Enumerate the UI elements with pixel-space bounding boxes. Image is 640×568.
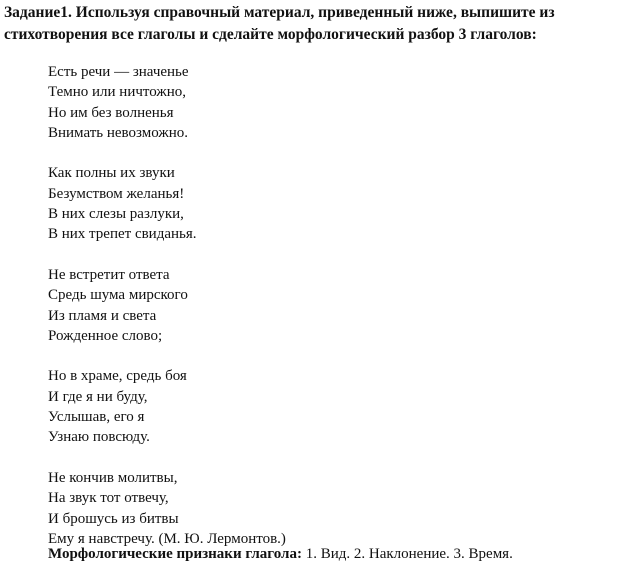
poem-line: Как полны их звуки xyxy=(48,165,175,182)
task-heading xyxy=(4,2,640,46)
poem-stanza-2 xyxy=(48,163,286,244)
poem-line: Из пламя и света xyxy=(48,307,157,324)
poem-line: Но им без волненья xyxy=(48,104,174,121)
verb-features-label: Морфологические признаки глагола: xyxy=(48,546,302,562)
poem-line: Узнаю повсюду. xyxy=(48,429,150,446)
verb-features-list: 1. Вид. 2. Наклонение. 3. Время. xyxy=(301,546,513,562)
poem-line: Темно или ничтожно, xyxy=(48,84,187,101)
poem-line: В них слезы разлуки, xyxy=(48,206,184,223)
poem-line: Внимать невозможно. xyxy=(48,124,189,141)
poem xyxy=(48,62,286,549)
poem-line: Ему я навстречу. (М. Ю. Лермонтов.) xyxy=(48,530,286,547)
task-heading-line-1: Задание1. Используя справочный материал, приведенный ниже, выпишите из xyxy=(4,4,555,21)
poem-line: И где я ни буду, xyxy=(48,388,148,405)
poem-line: Не встретит ответа xyxy=(48,266,170,283)
poem-line: В них трепет свиданья. xyxy=(48,226,197,243)
poem-stanza-1 xyxy=(48,62,286,143)
poem-line: Есть речи — значенье xyxy=(48,64,189,80)
task-heading-line-2: стихотворения все глаголы и сделайте морфологический разбор 3 глаголов: xyxy=(4,26,537,43)
poem-line: На звук тот отвечу, xyxy=(48,490,169,507)
poem-line: Услышав, его я xyxy=(48,409,145,426)
poem-stanza-3 xyxy=(48,265,286,346)
poem-line: Средь шума мирского xyxy=(48,287,188,304)
poem-line: Рожденное слово; xyxy=(48,327,163,344)
poem-line: И брошусь из битвы xyxy=(48,510,179,527)
poem-line: Не кончив молитвы, xyxy=(48,469,178,486)
poem-line: Безумством желанья! xyxy=(48,185,185,202)
poem-line: Но в храме, средь боя xyxy=(48,368,187,385)
poem-stanza-4 xyxy=(48,366,286,447)
poem-stanza-5 xyxy=(48,468,286,549)
verb-features xyxy=(48,544,513,564)
